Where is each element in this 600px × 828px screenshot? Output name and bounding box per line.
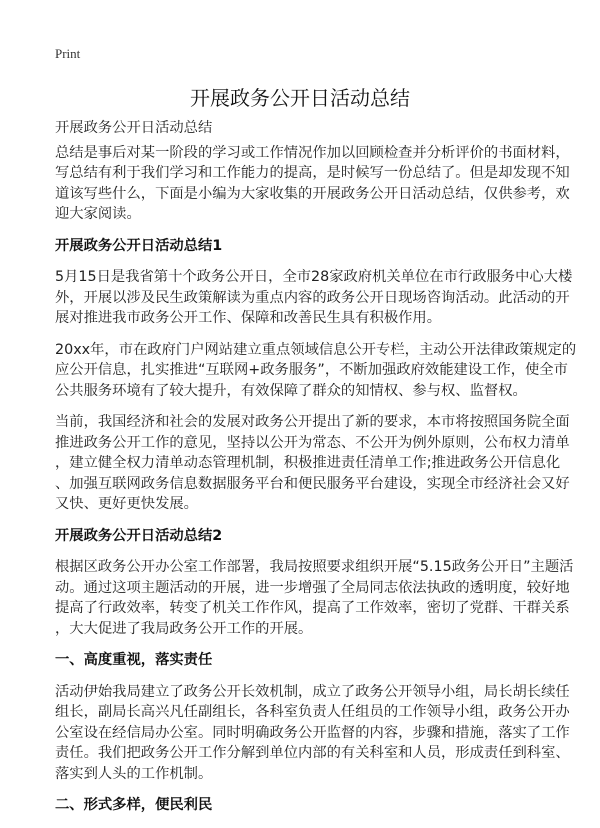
text-line: 组长，副局长高兴凡任副组长，各科室负责人任组员的工作领导小组，政务公开办 [55, 704, 570, 720]
text-line: 一、高度重视，落实责任 [55, 652, 213, 668]
text-line: 、加强互联网政务信息数据服务平台和便民服务平台建设，实现全市经济社会又好 [55, 475, 570, 492]
text-line: 迎大家阅读。 [55, 206, 141, 222]
text-line: 落实到人头的工作机制。 [55, 765, 213, 782]
text-line: 道该写些什么，下面是小编为大家收集的开展政务公开日活动总结，仅供参考，欢 [55, 185, 570, 202]
text-line: 开展政务公开日活动总结2 [55, 527, 223, 544]
section-heading [55, 526, 555, 547]
text-line: 又快、更好更快发展。 [55, 496, 198, 512]
text-line: 开展政务公开日活动总结1 [55, 237, 223, 254]
document-subtitle: 开展政务公开日活动总结 [55, 120, 213, 136]
text-line: 活动伊始我局建立了政务公开长效机制，成立了政务公开领导小组，局长胡长续任 [55, 683, 570, 700]
text-line: 当前，我国经济和社会的发展对政务公开提出了新的要求，本市将按照国务院全面 [55, 414, 570, 430]
text-line: 20xx年，市在政府门户网站建立重点领域信息公开专栏，主动公开法律政策规定的 [55, 341, 577, 358]
text-line: 动。通过这项主题活动的开展，进一步增强了全局同志依法执政的透明度，较好地 [55, 579, 570, 596]
text-line: 提高了行政效率，转变了机关工作作风，提高了工作效率，密切了党群、干群关系 [55, 600, 570, 616]
print-link[interactable]: Print [55, 46, 81, 61]
text-line: 根据区政务公开办公室工作部署，我局按照要求组织开展“5.15政务公开日”主题活 [55, 559, 574, 575]
text-line: 写总结有利于我们学习和工作能力的提高，是时候写一份总结了。但是却发现不知 [55, 165, 570, 181]
document-body [55, 118, 577, 827]
text-line: ，建立健全权力清单动态管理机制，积极推进责任清单工作;推进政务公开信息化 [55, 455, 561, 471]
text-line: 总结是事后对某一阶段的学习或工作情况作加以回顾检查并分析评价的书面材料， [55, 144, 570, 161]
text-line: 应公开信息，扎实推进“互联网+政务服务”，不断加强政府效能建设工作，使全市 [55, 362, 568, 378]
paragraph [55, 412, 570, 515]
text-line: 责任。我们把政务公开工作分解到单位内部的有关科室和人员，形成责任到科室、 [55, 745, 570, 761]
text-line: 公室设在经信局办公室。同时明确政务公开监督的内容，步骤和措施，落实了工作 [55, 724, 570, 741]
text-line: 展对推进我市政务公开工作、保障和改善民生具有积极作用。 [55, 310, 442, 326]
paragraph [55, 682, 570, 785]
text-line: 5月15日是我省第十个政务公开日，全市28家政府机关单位在市行政服务中心大楼 [55, 269, 573, 285]
text-line: ，大大促进了我局政务公开工作的开展。 [55, 620, 313, 637]
section-heading [55, 236, 555, 257]
text-line: 外，开展以涉及民生政策解读为重点内容的政务公开日现场咨询活动。此活动的开 [55, 289, 570, 306]
paragraph [55, 340, 577, 402]
text-line: 推进政务公开工作的意见，坚持以公开为常态、不公开为例外原则，公布权力清单 [55, 434, 570, 451]
paragraph [55, 267, 573, 329]
section-heading [55, 795, 555, 816]
paragraph [55, 557, 574, 639]
page-title: 开展政务公开日活动总结 [190, 86, 410, 110]
paragraph [55, 143, 570, 225]
section-heading [55, 650, 555, 671]
text-line: 二、形式多样，便民利民 [55, 797, 213, 813]
text-line: 公共服务环境有了较大提升，有效保障了群众的知情权、参与权、监督权。 [55, 382, 527, 399]
